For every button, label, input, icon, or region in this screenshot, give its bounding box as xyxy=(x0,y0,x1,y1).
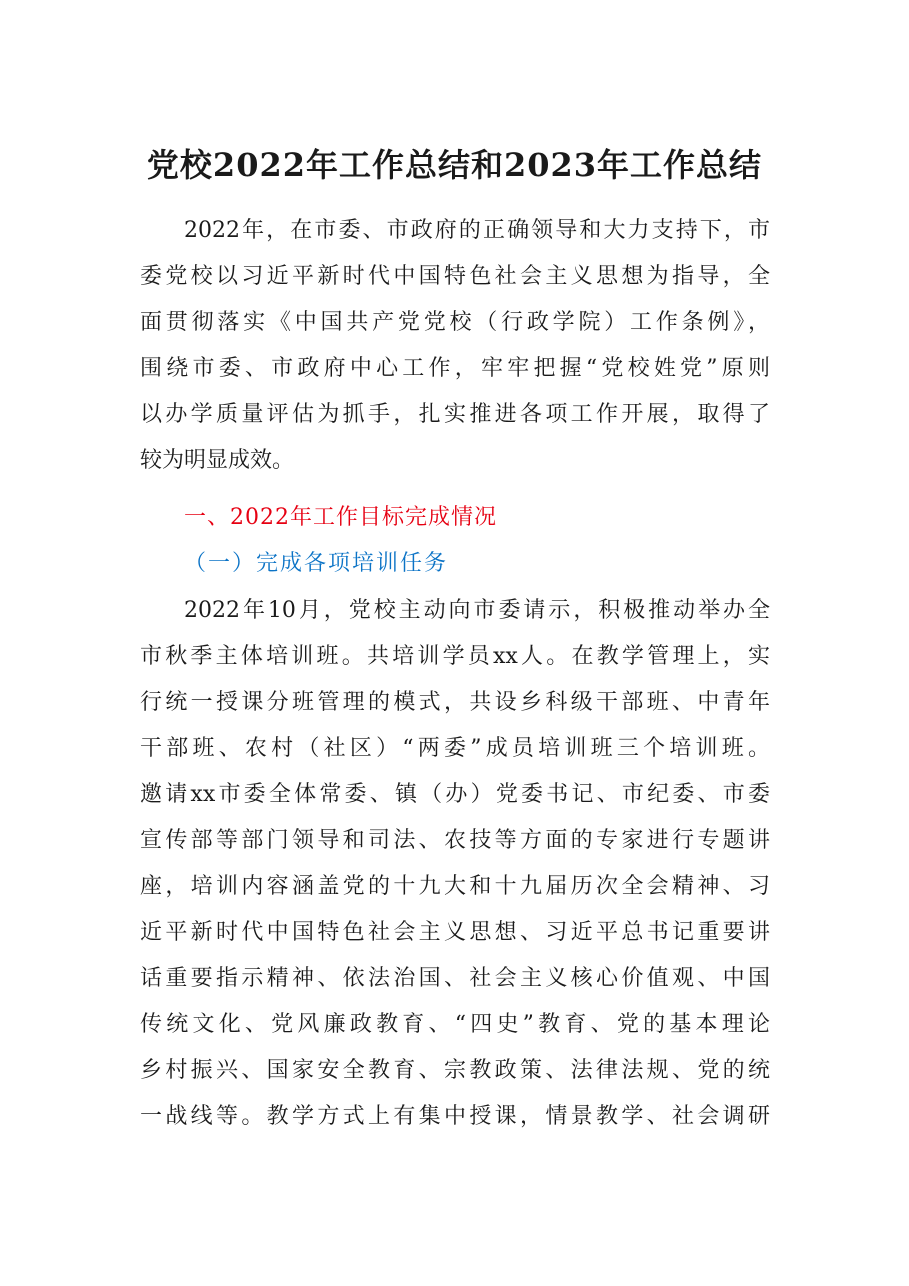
paragraph-line: 话重要指示精神、依法治国、社会主义核心价值观、中国 xyxy=(140,966,770,991)
paragraph-line: 乡村振兴、国家安全教育、宗教政策、法律法规、党的统 xyxy=(140,1058,770,1083)
paragraph-line: 以办学质量评估为抓手，扎实推进各项工作开展，取得了 xyxy=(140,402,770,427)
paragraph-line: 市秋季主体培训班。共培训学员xx人。在教学管理上，实 xyxy=(140,644,770,669)
subsection-heading: （一）完成各项培训任务 xyxy=(184,551,449,576)
paragraph-line: 近平新时代中国特色社会主义思想、习近平总书记重要讲 xyxy=(140,920,770,945)
paragraph-line: 委党校以习近平新时代中国特色社会主义思想为指导，全 xyxy=(140,264,770,289)
paragraph-line: 行统一授课分班管理的模式，共设乡科级干部班、中青年 xyxy=(140,690,770,715)
paragraph-line: 2022年，在市委、市政府的正确领导和大力支持下，市 xyxy=(184,218,770,243)
paragraph-line: 围绕市委、市政府中心工作，牢牢把握“党校姓党”原则 xyxy=(140,356,770,381)
paragraph-line: 一战线等。教学方式上有集中授课，情景教学、社会调研 xyxy=(140,1104,770,1129)
paragraph-line: 宣传部等部门领导和司法、农技等方面的专家进行专题讲 xyxy=(140,828,770,853)
paragraph-line: 较为明显成效。 xyxy=(140,448,295,473)
paragraph-line: 传统文化、党风廉政教育、“四史”教育、党的基本理论 xyxy=(140,1012,770,1037)
paragraph-line: 座，培训内容涵盖党的十九大和十九届历次全会精神、习 xyxy=(140,874,770,899)
paragraph-line: 2022年10月，党校主动向市委请示，积极推动举办全 xyxy=(184,598,770,623)
section-heading: 一、2022年工作目标完成情况 xyxy=(184,505,497,530)
document-title: 党校2022年工作总结和2023年工作总结 xyxy=(146,146,763,184)
paragraph-line: 邀请xx市委全体常委、镇（办）党委书记、市纪委、市委 xyxy=(140,782,770,807)
paragraph-line: 面贯彻落实《中国共产党党校（行政学院）工作条例》， xyxy=(140,310,770,335)
paragraph-line: 干部班、农村（社区）“两委”成员培训班三个培训班。 xyxy=(140,736,770,761)
